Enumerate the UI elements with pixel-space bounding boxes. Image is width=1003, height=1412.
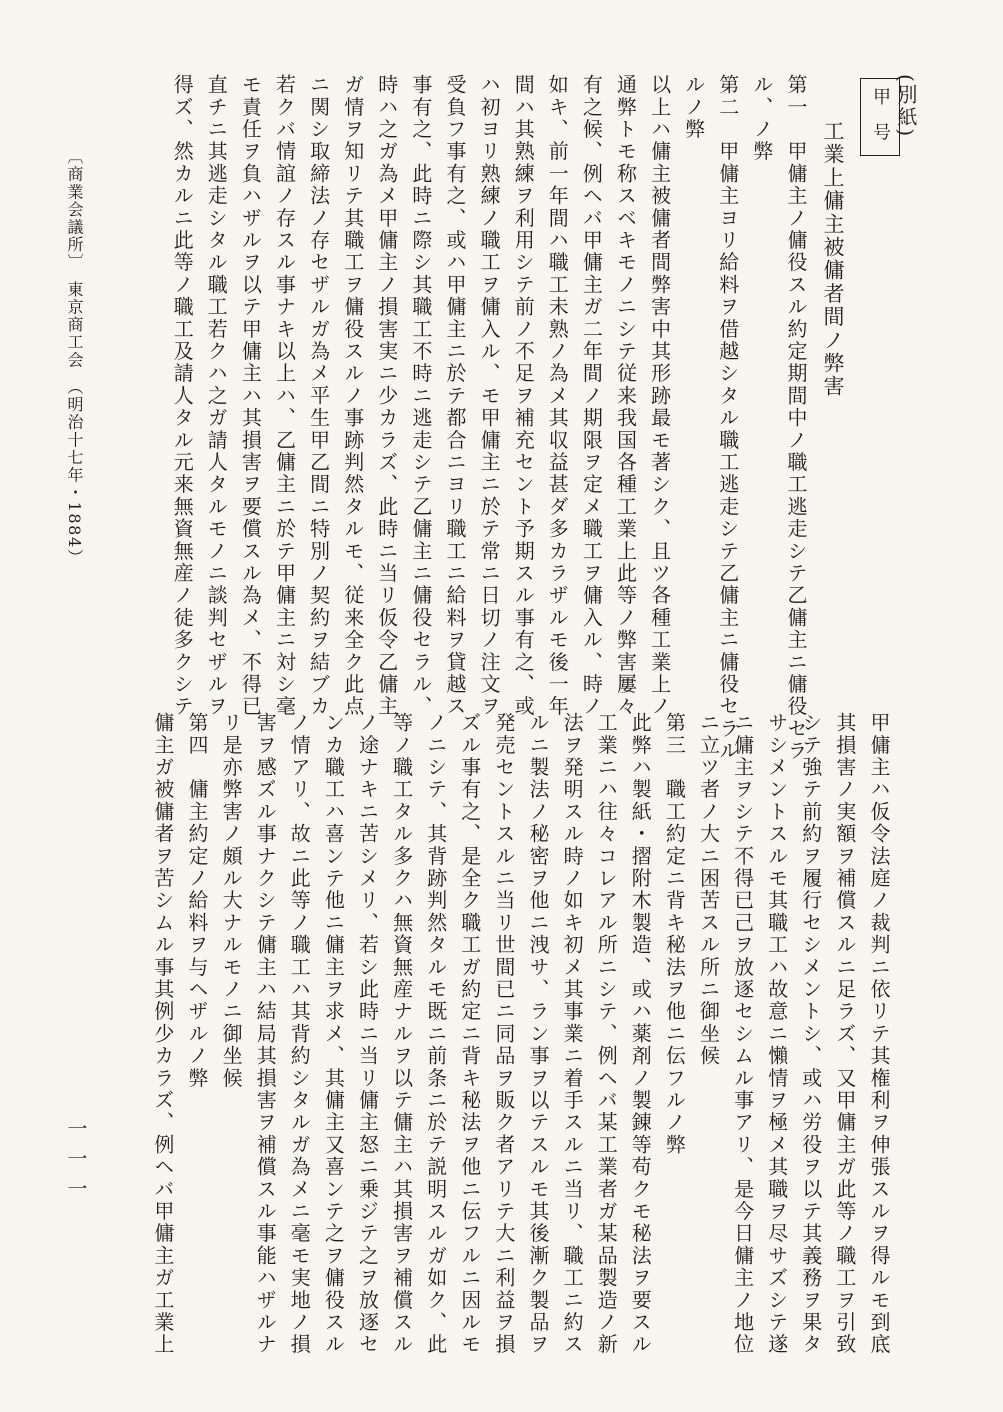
text-column: ノ情アリ、故ニ此等ノ職工ハ其背約シタルガ為メニ毫モ実地ノ損 bbox=[287, 712, 312, 1356]
attachment-label: (別紙) bbox=[894, 74, 918, 139]
text-column: 時ハ之ガ為メ甲傭主ノ損害実ニ少カラズ、此時ニ当リ仮令乙傭主 bbox=[374, 74, 399, 718]
text-column: モ責任ヲ負ハザルヲ以テ甲傭主ハ其損害ヲ要償スル為メ、不得已 bbox=[238, 74, 263, 718]
text-column: 害ヲ感ズル事ナクシテ傭主ハ結局其損害ヲ補償スル事能ハザルナ bbox=[253, 712, 278, 1356]
text-column: リ是亦弊害ノ頗ル大ナルモノニ御坐候 bbox=[219, 712, 244, 1090]
text-column: 其損害ノ実額ヲ補償スルニ足ラズ、又甲傭主ガ此等ノ職工ヲ引致 bbox=[832, 712, 857, 1356]
text-column: ルニ製法ノ秘密ヲ他ニ洩サ、ラン事ヲ以テスルモ其後漸ク製品ヲ bbox=[526, 712, 550, 1356]
text-column: 第一 甲傭主ノ傭役スル約定期間中ノ職工逃走シテ乙傭主ニ傭役セラ bbox=[784, 74, 808, 763]
text-column: 第四 傭主約定ノ給料ヲ与ヘザルノ弊 bbox=[185, 712, 209, 1090]
text-column: 法ヲ発明スル時ノ如キ初メ其事業ニ着手スルニ当リ、職工ニ約ス bbox=[560, 712, 585, 1356]
text-column: ニ関シ取締法ノ存セザルガ為メ平生甲乙間ニ特別ノ契約ヲ結ブカ bbox=[306, 74, 331, 718]
source-citation: 〔商業会議所〕 東京商工会 （明治十七年・1884） bbox=[65, 148, 84, 567]
text-column: 第二 甲傭主ヨリ給料ヲ借越シタル職工逃走シテ乙傭主ニ傭役セラル bbox=[715, 74, 740, 763]
page-number: 一一一 bbox=[64, 1118, 88, 1208]
text-column: 若クバ情誼ノ存スル事ナキ以上ハ、乙傭主ニ於テ甲傭主ニ対シ毫 bbox=[272, 74, 297, 718]
text-column: ニ傭主ヲシテ不得已己ヲ放逐セシムル事アリ、是今日傭主ノ地位 bbox=[730, 712, 755, 1356]
text-column: 事有之、此時ニ際シ其職工不時ニ逃走シテ乙傭主ニ傭役セラル、 bbox=[408, 74, 433, 718]
text-column: ンカ職工ハ喜ンテ他ニ傭主ヲ求メ、其傭主又喜ンテ之ヲ傭役スル bbox=[321, 712, 346, 1356]
text-column: ノ途ナキニ苦シメリ、若シ此時ニ当リ傭主怒ニ乗ジテ之ヲ放逐セ bbox=[355, 712, 380, 1356]
text-column: ルノ弊 bbox=[681, 74, 706, 141]
text-column: サシメントスルモ其職工ハ故意ニ懶情ヲ極メ其職ヲ尽サズシテ遂 bbox=[764, 712, 789, 1356]
text-column: 如キ、前一年間ハ職工未熟ノ為メ其収益甚ダ多カラザルモ後一年 bbox=[545, 74, 570, 718]
text-column: ガ情ヲ知リテ其職工ヲ傭役スルノ事跡判然タルモ、従来全ク此点 bbox=[340, 74, 365, 718]
text-column: 傭主ガ被傭者ヲ苦シムル事其例少カラズ、例ヘバ甲傭主ガ工業上 bbox=[150, 712, 175, 1356]
text-column: 発売セントスルニ当リ世間已ニ同品ヲ販ク者アリテ大ニ利益ヲ損 bbox=[491, 712, 516, 1356]
text-column: ル、ノ弊 bbox=[749, 74, 774, 163]
text-column: 以上ハ傭主被傭者間弊害中其形跡最モ著シク、且ツ各種工業上ノ bbox=[647, 74, 672, 718]
text-column: 直チニ其逃走シタル職工若クハ之ガ請人タルモノニ談判セザルヲ bbox=[204, 74, 229, 718]
text-column: 通弊トモ称スベキモノニシテ従来我国各種工業上此等ノ弊害屢々 bbox=[613, 74, 638, 718]
text-column: シテ強テ前約ヲ履行セシメントシ、或ハ労役ヲ以テ其義務ヲ果タ bbox=[798, 712, 823, 1356]
document-type-box: 甲 号 bbox=[860, 78, 900, 156]
text-column: ノニシテ、其背跡判然タルモ既ニ前条ニ於テ説明スルガ如ク、此 bbox=[423, 712, 448, 1356]
text-column: 工業ニハ往々コレアル所ニシテ、例ヘバ某工業者ガ某品製造ノ新 bbox=[594, 712, 619, 1356]
text-column: 有之候、例ヘバ甲傭主ガ二年間ノ期限ヲ定メ職工ヲ傭入ル、時ノ bbox=[579, 74, 604, 718]
text-column: 第三 職工約定ニ背キ秘法ヲ他ニ伝フルノ弊 bbox=[662, 712, 687, 1156]
text-column: ニ立ツ者ノ大ニ困苦スル所ニ御坐候 bbox=[696, 712, 721, 1068]
text-column: 得ズ、然カルニ此等ノ職工及請人タル元来無資無産ノ徒多クシテ bbox=[170, 74, 195, 718]
text-column: 此弊ハ製紙・摺附木製造、或ハ薬剤ノ製錬等苟クモ秘法ヲ要スル bbox=[628, 712, 653, 1356]
text-column: 甲傭主ハ仮令法庭ノ裁判ニ依リテ其権利ヲ伸張スルヲ得ルモ到底 bbox=[867, 712, 891, 1356]
text-column: 受負フ事有之、或ハ甲傭主ニ於テ都合ニヨリ職工ニ給料ヲ貸越ス bbox=[443, 74, 467, 718]
text-column: ズル事有之、是全ク職工ガ約定ニ背キ秘法ヲ他ニ伝フルニ因ルモ bbox=[457, 712, 482, 1356]
document-title: 工業上傭主被傭者間ノ弊害 bbox=[821, 120, 845, 399]
text-column: 等ノ職工タル多クハ無資無産ナルヲ以テ傭主ハ其損害ヲ補償スル bbox=[389, 712, 414, 1356]
text-column: ハ初ヨリ熟練ノ職工ヲ傭入ル、モ甲傭主ニ於テ常ニ日切ノ注文ヲ bbox=[477, 74, 502, 718]
text-column: 間ハ其熟練ヲ利用シテ前ノ不足ヲ補充セント予期スル事有之、或 bbox=[511, 74, 536, 718]
